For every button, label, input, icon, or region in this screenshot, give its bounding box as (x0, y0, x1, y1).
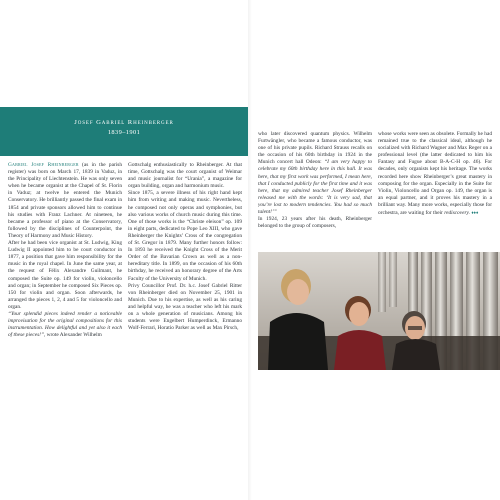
paragraph (128, 162, 242, 190)
paragraph (378, 131, 492, 217)
paragraph (258, 216, 372, 230)
composer-name: Josef Gabriel Rheinberger (74, 119, 174, 126)
text-column-3 (258, 131, 372, 243)
paragraph-text: In 1924, 23 years after his death, Rheinberger belonged to the group of composers, (258, 216, 372, 230)
paragraph (128, 283, 242, 333)
book-spine (248, 0, 252, 500)
paragraph-text: whose works were seen as obsolete. Formally he had remained true to the classical ideal, although he socialized with Richard Wagner and Max Reger on a professional level (the latter dedicated to him his Fantasy and Fugue about B-A-C-H op. 46). For decades, only organists kept his heritage. The works recorded here show Rheinberger’s great mastery in composing for the organ. Especially in the Suite for Violin, Violoncello and Organ op. 149, the organ is an equal partner, and it proves his mastery in a brilliant way. Many more works, especially those for orchestra, are waiting for their (378, 131, 492, 217)
quote-text: “I am very happy to celebrate my 60th birthday here in this hall. It was here, that my first work was performed, I mean here, that I conducted publicly for the first time and it was here, that my admired teacher Josef Rheinberger released me with the words: ‘It is very sad, that you’re lost to modern tendencies. You had so much talent!’” (258, 159, 372, 216)
paragraph (8, 240, 122, 311)
musicians-photo (258, 252, 500, 370)
composer-years: 1839–1901 (107, 129, 141, 136)
title-banner (0, 107, 248, 156)
photo-illustration (258, 252, 500, 370)
text-column-4 (378, 131, 492, 243)
paragraph-text: who later discovered quantum physics. Wilhelm Furtwängler, who became a famous conductor, was one of his private pupils. Richard Strauss recalls on the occasion of his 60th birthday in 1924 in the Munich concert hall Odeon: (258, 131, 372, 166)
quote-text: rediscovery. (444, 210, 470, 217)
paragraph (258, 131, 372, 216)
paragraph-text: (as in the parish register) was born on March 17, 1839 in Vaduz, in the Principality of Liechtenstein. He was only seven when he became organist at the Chapel of St. Florin in Vaduz; at twelve he entered the Munich Conservatory. He brilliantly passed the final exam in 1854 and private sponsors allowed him to continue his studies with Franz Lachner. At nineteen, he became a professor of piano at the Conservatory, followed by the disciplines of Counterpoint, the Theory of Harmony and Music History. (8, 162, 122, 239)
paragraph (128, 190, 242, 282)
text-column-1 (8, 162, 122, 462)
paragraph-text: Since 1875, a severe illness of his right hand kept him from writing and making music. Nevertheless, he composed not only operas and symphonies, but also various works of church music during this time. One of those works is the “Christe eleison” op. 109 in eight parts, dedicated to Pope Leo XIII, who gave Rheinberger the Knights’ Cross of the congregation of St. Gregor in 1879. Many further honors follow: In 1893 he received the Knight Cross of the Merit Order of the Bavarian Crown as well as a non-hereditary title. In 1899, on the occasion of his 60th birthday, he received an honorary degree of the Arts Faculty of the University of Munich. (128, 190, 242, 282)
paragraph-text: After he had been vice organist at St. Ludwig, King Ludwig II appointed him to be court conductor in 1877, a position that gave him responsibility for the music in the royal chapel. In June the same year, at the request of Félix Alexandre Guilmant, he composed the Suite op. 149 for violin, violoncello and organ; in September he composed Six Pieces op. 150 for violin and organ. Soon afterwards, he arranged the pieces 1, 2, 4 and 5 for violoncello and organ. (8, 240, 122, 310)
paragraph-text: Gottschalg enthusiastically to Rheinberger. At that time, Gottschalg was the court organist of Weimar and music journalist for “Urania”, a magazine for organ building, organ and harmonium music. (128, 162, 242, 190)
paragraph (8, 162, 122, 240)
quote-text: “Your splendid pieces indeed render a noticeable improvisation for the original compositions for this instrumentation. How delightful and yet also it each of these pieces!” (8, 310, 122, 339)
lead-name: Gabriel Josef Rheinberger (8, 162, 79, 168)
paragraph-text: , wrote Alexander Wilhelm (43, 332, 102, 339)
paragraph-text: Privy Councillor Prof. Dr. h.c. Josef Gabriel Ritter von Rheinberger died on November 25, 1901 in Munich. Due to his expertise, as well as his caring and helpful way, he was a teacher who left his mark on a whole generation of musicians. Among his students were Engelbert Humperdinck, Ermanno Wolf-Ferrari, Horatio Parker as well as Max Pirsch, (128, 282, 242, 332)
paragraph (8, 311, 122, 339)
text-column-2 (128, 162, 242, 462)
end-mark: ♦♦♦ (471, 210, 479, 216)
